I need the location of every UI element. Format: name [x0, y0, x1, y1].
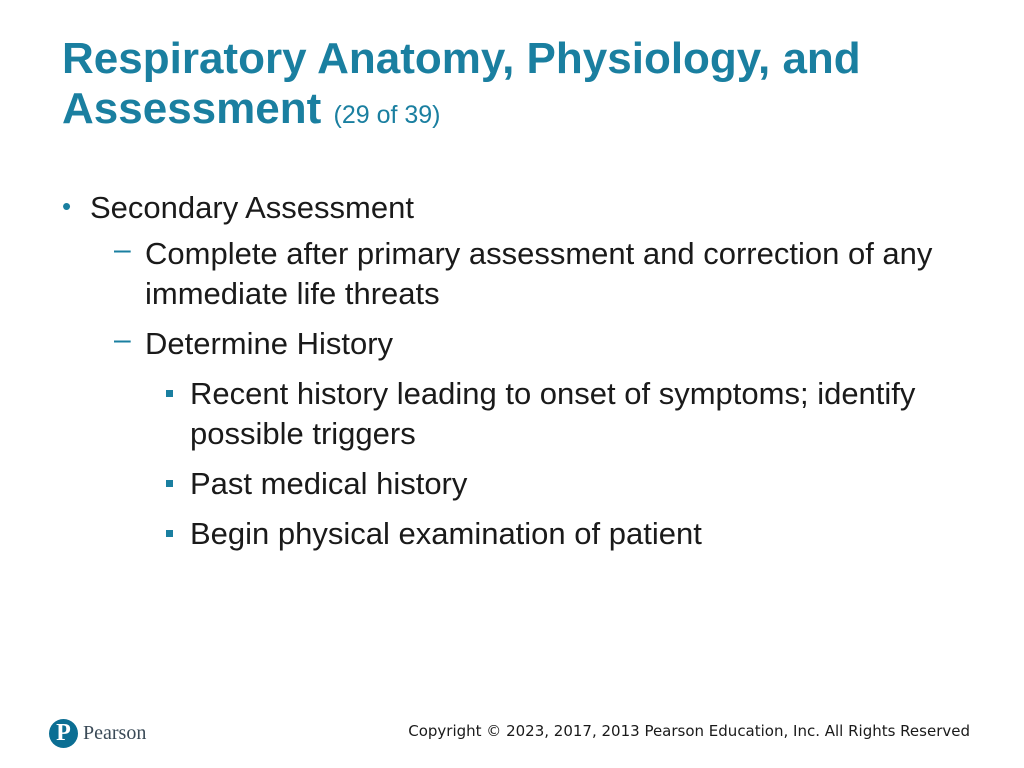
square-bullet-icon [166, 390, 173, 397]
pearson-logo-text: Pearson [83, 722, 147, 744]
bullet-text: Recent history leading to onset of symptoms; identify possible triggers [190, 376, 916, 451]
slide-counter: (29 of 39) [333, 101, 441, 129]
bullet-text: Complete after primary assessment and correction of any immediate life threats [145, 236, 933, 311]
dash-icon: – [114, 323, 131, 356]
bullet-level3 [62, 374, 962, 454]
slide-content [62, 188, 962, 564]
bullet-level2 [62, 324, 962, 364]
bullet-text: Secondary Assessment [90, 190, 414, 225]
bullet-level3 [62, 464, 962, 504]
pearson-logo-icon: P [49, 719, 78, 748]
title-text: Respiratory Anatomy, Physiology, and Assessment [62, 34, 861, 133]
dash-icon: – [114, 233, 131, 266]
pearson-logo [49, 719, 146, 748]
slide-title [62, 34, 962, 140]
copyright-notice: Copyright © 2023, 2017, 2013 Pearson Education, Inc. All Rights Reserved [408, 722, 970, 740]
square-bullet-icon [166, 480, 173, 487]
bullet-level1 [62, 188, 962, 228]
bullet-level2 [62, 234, 962, 314]
bullet-level3 [62, 514, 962, 554]
square-bullet-icon [166, 530, 173, 537]
bullet-text: Determine History [145, 326, 394, 361]
bullet-text: Begin physical examination of patient [190, 516, 702, 551]
bullet-text: Past medical history [190, 466, 468, 501]
bullet-dot-icon: • [62, 191, 72, 221]
